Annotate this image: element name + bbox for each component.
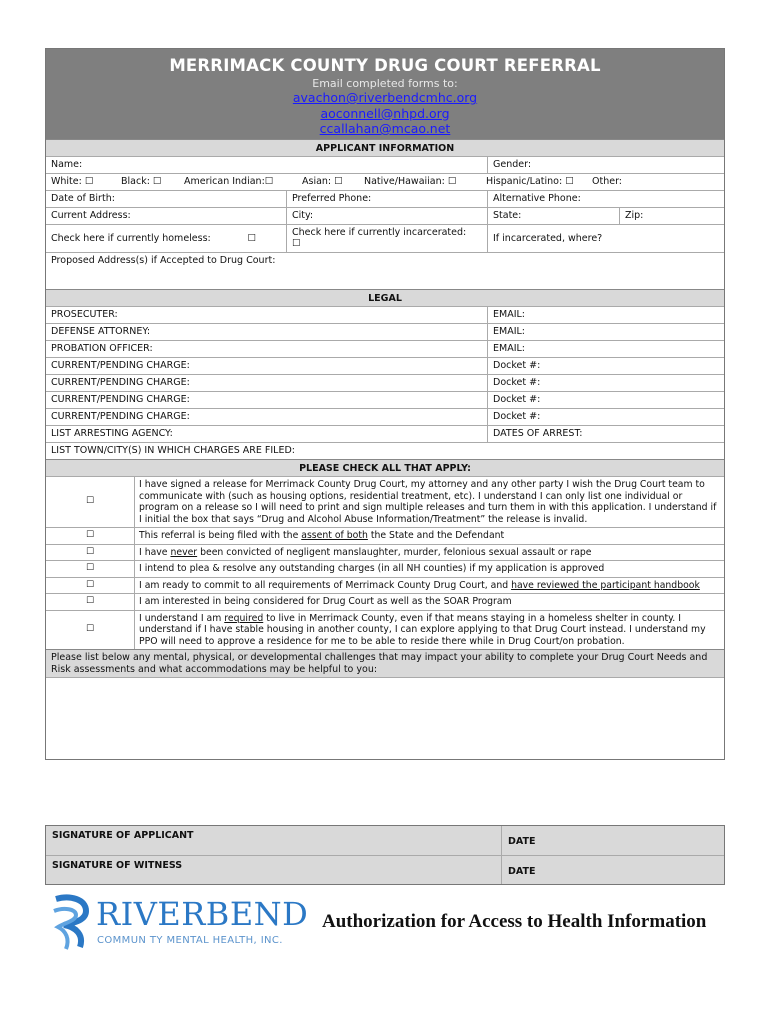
preferred-phone-field[interactable]: Preferred Phone: <box>286 191 487 207</box>
incarcerated-checkbox[interactable]: ☐ <box>292 238 301 249</box>
race-row <box>46 173 724 190</box>
checklist-item <box>46 577 724 594</box>
checklist-text: I have never been convicted of negligent manslaughter, murder, felonious sexual assault or rape <box>139 546 592 558</box>
race-native-hawaiian[interactable]: Native/Hawaiian: ☐ <box>364 176 457 187</box>
accommodations-textarea[interactable] <box>46 677 724 759</box>
referral-form <box>45 48 725 760</box>
email-link-1[interactable]: avachon@riverbendcmhc.org <box>292 90 478 105</box>
legal-field-left[interactable]: CURRENT/PENDING CHARGE: <box>51 377 190 388</box>
checklist-checkbox[interactable]: ☐ <box>46 611 135 650</box>
checklist-text: I understand I am required to live in Merrimack County, even if that means staying in a homeless shelter in county. I understand if I have stable housing in another county, I can explore applying to that Drug Court instead. I understand my PPO will need to approve a residence for me to be able to reside there while in Drug Court/on probation. <box>139 612 706 647</box>
checklist-text: I am interested in being considered for Drug Court as well as the SOAR Program <box>139 596 512 607</box>
applicant-section-header: APPLICANT INFORMATION <box>46 139 724 156</box>
witness-signature-field[interactable]: SIGNATURE OF WITNESS <box>46 856 502 884</box>
race-asian[interactable]: Asian: ☐ <box>302 176 343 187</box>
riverbend-wave-icon <box>50 893 92 951</box>
checklist-checkbox[interactable]: ☐ <box>46 528 135 544</box>
email-link-3[interactable]: ccallahan@mcao.net <box>319 121 451 136</box>
alt-phone-field[interactable]: Alternative Phone: <box>487 191 724 207</box>
checklist-text: I have signed a release for Merrimack County Drug Court, my attorney and any other party I wish the Drug Court team to communicate with (such as housing options, residential treatment, etc). I understand I can only list one individual or program on a release so I will need to print and sign multiple releases and turn them in with this application. I understand if I initial the box that says “Drug and Alcohol Abuse Information/Treatment” the release is invalid. <box>139 479 717 525</box>
race-white[interactable]: White: ☐ <box>51 176 94 187</box>
checklist-checkbox[interactable]: ☐ <box>46 561 135 577</box>
email-instruction: Email completed forms to: <box>312 77 458 90</box>
accommodations-prompt: Please list below any mental, physical, or developmental challenges that may impact your ability to complete your Drug Court Needs and Risk assessments and what accommodations may be helpful to you: <box>46 649 724 677</box>
checklist-checkbox[interactable]: ☐ <box>46 594 135 610</box>
checklist-item <box>46 560 724 577</box>
checklist-checkbox[interactable]: ☐ <box>46 545 135 561</box>
legal-field-left[interactable]: CURRENT/PENDING CHARGE: <box>51 394 190 405</box>
legal-field-right[interactable]: Docket #: <box>487 409 724 425</box>
legal-field-right[interactable]: EMAIL: <box>487 324 724 340</box>
legal-field-right[interactable]: Docket #: <box>487 358 724 374</box>
applicant-date-field[interactable]: DATE <box>508 836 536 847</box>
checklist-item <box>46 476 724 527</box>
checklist-item <box>46 544 724 561</box>
logo-wordmark: RIVERBEND <box>96 895 309 933</box>
legal-row <box>46 408 724 425</box>
email-link-2[interactable]: aoconnell@nhpd.org <box>320 105 450 121</box>
legal-row <box>46 323 724 340</box>
checklist-text: This referral is being filed with the assent of both the State and the Defendant <box>139 530 505 541</box>
name-field[interactable]: Name: <box>51 159 83 170</box>
applicant-signature-field[interactable]: SIGNATURE OF APPLICANT <box>46 826 502 855</box>
checklist-checkbox[interactable]: ☐ <box>46 578 135 594</box>
city-field[interactable]: City: <box>286 208 487 224</box>
legal-row <box>46 374 724 391</box>
legal-field-right[interactable]: DATES OF ARREST: <box>487 426 724 442</box>
logo-subtitle: COMMUN TY MENTAL HEALTH, INC. <box>97 935 283 946</box>
incarceration-location-field[interactable]: If incarcerated, where? <box>487 225 724 252</box>
legal-field-left[interactable]: CURRENT/PENDING CHARGE: <box>51 360 190 371</box>
checklist-section-header: PLEASE CHECK ALL THAT APPLY: <box>46 459 724 476</box>
legal-field-left[interactable]: LIST ARRESTING AGENCY: <box>51 428 173 439</box>
legal-field-right[interactable]: Docket #: <box>487 392 724 408</box>
race-hispanic[interactable]: Hispanic/Latino: ☐ <box>486 176 574 187</box>
witness-date-field[interactable]: DATE <box>508 866 536 877</box>
legal-field-right[interactable]: EMAIL: <box>487 341 724 357</box>
legal-field-left[interactable]: CURRENT/PENDING CHARGE: <box>51 411 190 422</box>
checklist-text: I am ready to commit to all requirements of Merrimack County Drug Court, and have reviewed the participant handbook <box>139 579 700 591</box>
legal-row <box>46 357 724 374</box>
gender-field[interactable]: Gender: <box>487 157 724 173</box>
checklist-item <box>46 593 724 610</box>
zip-field[interactable]: Zip: <box>619 208 724 224</box>
form-title: MERRIMACK COUNTY DRUG COURT REFERRAL <box>169 56 601 75</box>
dob-field[interactable]: Date of Birth: <box>51 193 115 204</box>
legal-row <box>46 306 724 323</box>
legal-field-right[interactable]: EMAIL: <box>487 307 724 323</box>
checklist-item <box>46 610 724 650</box>
riverbend-logo <box>50 893 309 953</box>
legal-field-right[interactable]: Docket #: <box>487 375 724 391</box>
homeless-checkbox[interactable]: ☐ <box>247 232 256 244</box>
checklist-item <box>46 527 724 544</box>
legal-field-left[interactable]: DEFENSE ATTORNEY: <box>51 326 151 337</box>
race-american-indian[interactable]: American Indian:☐ <box>184 176 274 187</box>
legal-row <box>46 340 724 357</box>
checklist-checkbox[interactable]: ☐ <box>46 477 135 527</box>
legal-row <box>46 391 724 408</box>
charge-towns-field[interactable]: LIST TOWN/CITY(S) IN WHICH CHARGES ARE FILED: <box>51 445 295 456</box>
legal-section-header: LEGAL <box>46 289 724 306</box>
legal-field-left[interactable]: PROBATION OFFICER: <box>51 343 153 354</box>
legal-row <box>46 425 724 442</box>
address-field[interactable]: Current Address: <box>51 210 131 221</box>
checklist-text: I intend to plea & resolve any outstanding charges (in all NH counties) if my application is approved <box>139 563 605 574</box>
state-field[interactable]: State: <box>487 208 619 224</box>
form-header <box>46 49 724 139</box>
proposed-address-field[interactable]: Proposed Address(s) if Accepted to Drug Court: <box>46 252 724 289</box>
race-other[interactable]: Other: <box>592 176 623 187</box>
homeless-label: Check here if currently homeless: <box>51 232 211 244</box>
race-black[interactable]: Black: ☐ <box>121 176 162 187</box>
signature-block <box>45 825 725 885</box>
legal-field-left[interactable]: PROSECUTER: <box>51 309 118 320</box>
incarcerated-label: Check here if currently incarcerated: <box>292 227 467 238</box>
footer-title: Authorization for Access to Health Information <box>322 911 707 932</box>
